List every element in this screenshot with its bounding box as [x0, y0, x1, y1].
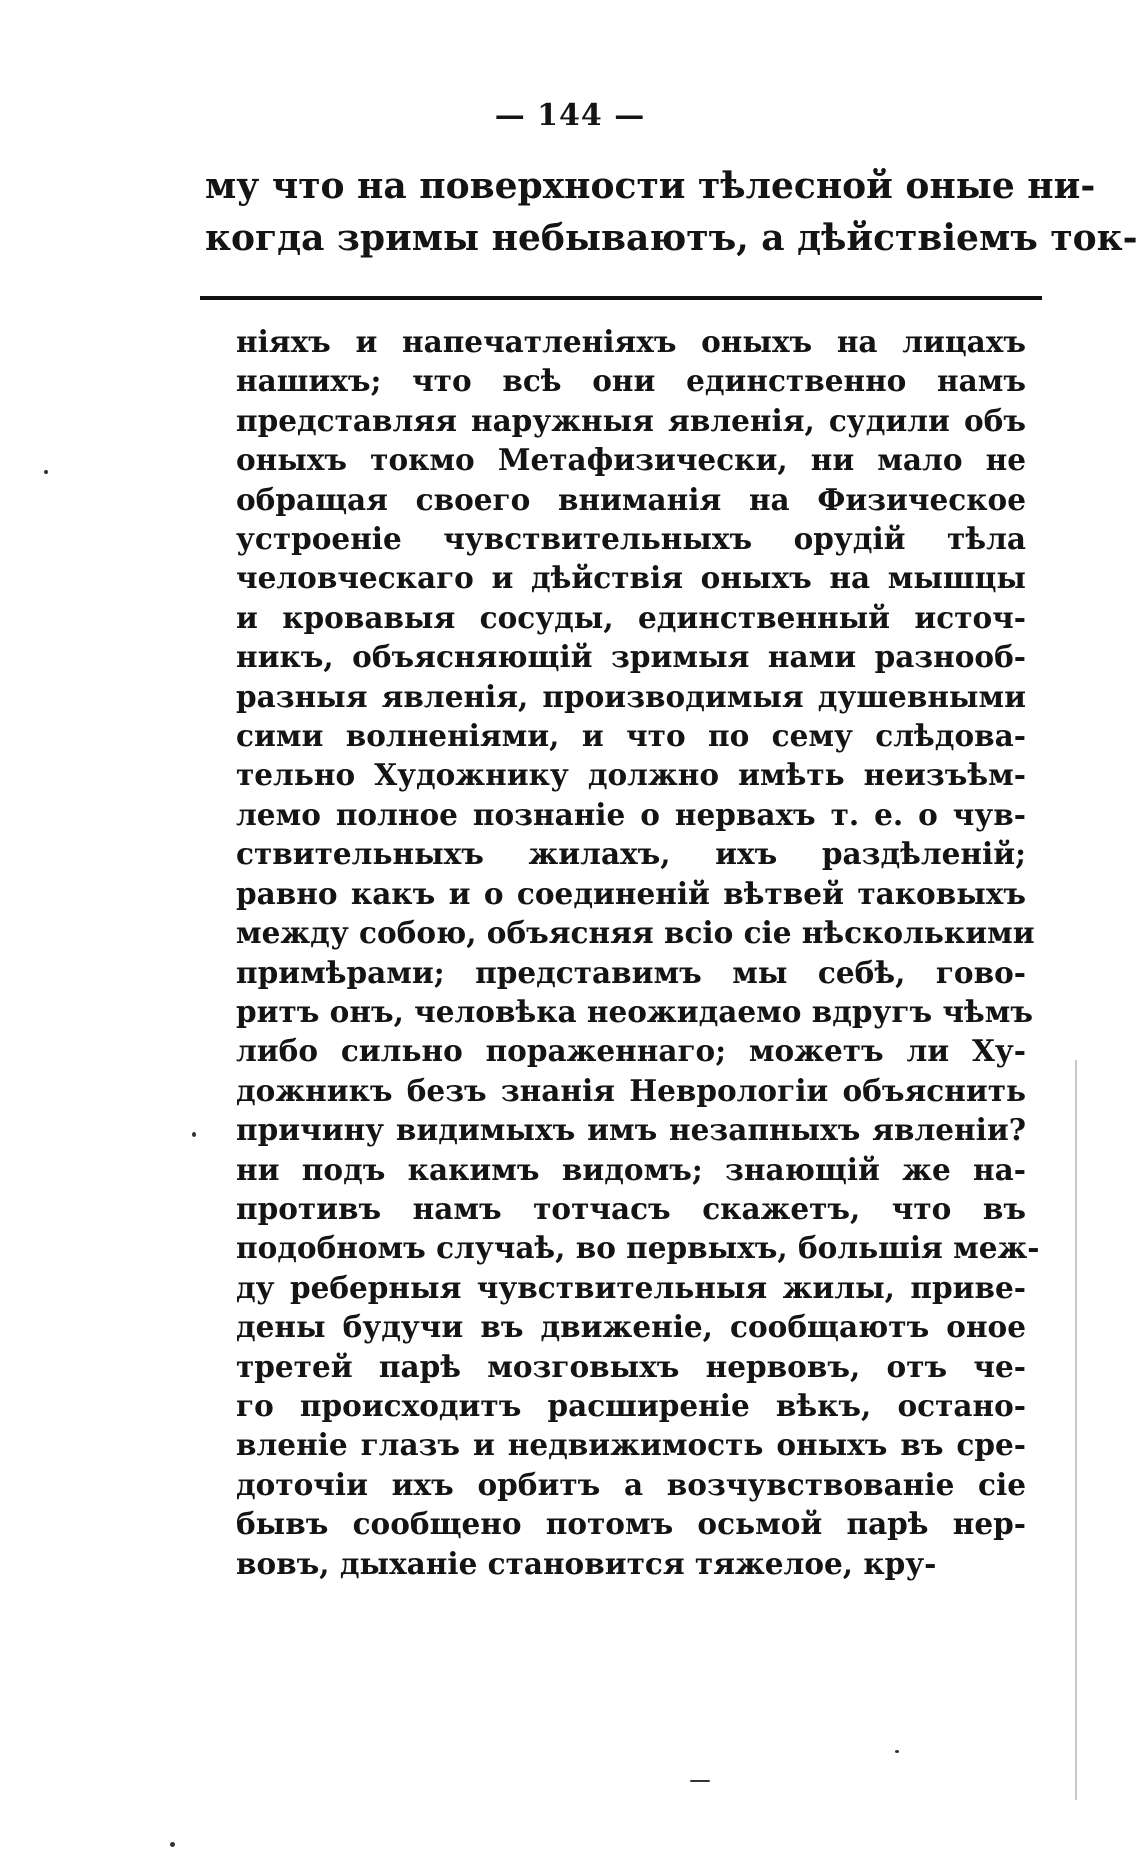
- footnote-line: дожникъ безъ знанія Неврологіи объяснить: [236, 1072, 1026, 1108]
- footnote-line: равно какъ и о соединеній вѣтвей таковыхъ: [236, 875, 1026, 911]
- footnote-line: вленіе глазъ и недвижимость оныхъ въ сре-: [236, 1427, 1026, 1463]
- footnote-line: между собою, объясняя всіо сіе нѣсколькими: [236, 915, 1035, 951]
- scan-edge-line: [1075, 1060, 1077, 1800]
- scan-speck: [44, 470, 48, 474]
- footnote-line: обращая своего вниманія на Физическое: [236, 481, 1026, 517]
- footnote-line: представляя наружныя явленія, судили объ: [236, 402, 1026, 438]
- main-text-line: му что на поверхности тѣлесной оные ни-: [205, 165, 1096, 207]
- main-text-line: когда зримы небываютъ, а дѣйствіемъ ток-: [205, 217, 1138, 259]
- footnote-line: подобномъ случаѣ, во первыхъ, большія меж-: [236, 1230, 1040, 1266]
- main-text-block: [205, 160, 1138, 264]
- footnote-line: ніяхъ и напечатленіяхъ оныхъ на лицахъ: [236, 324, 1026, 359]
- footnote-line: человческаго и дѣйствія оныхъ на мышцы: [236, 560, 1026, 596]
- scan-speck: [690, 1780, 710, 1782]
- footnote-line: третей парѣ мозговыхъ нервовъ, отъ че-: [236, 1348, 1026, 1384]
- footnote-line: тельно Художнику должно имѣть неизъѣм-: [236, 757, 1026, 793]
- page-number: — 144 —: [494, 98, 646, 133]
- footnote-line: противъ намъ тотчасъ скажетъ, что въ: [236, 1190, 1026, 1226]
- footnote-line: разныя явленія, производимыя душевными: [236, 678, 1026, 714]
- footnote-line: ни подъ какимъ видомъ; знающій же на-: [236, 1151, 1026, 1187]
- footnote-line: устроеніе чувствительныхъ орудій тѣла: [236, 521, 1026, 557]
- footnote-line: го происходитъ расширеніе вѣкъ, остано-: [236, 1387, 1026, 1423]
- scan-speck: [192, 1132, 196, 1137]
- footnote-line: ду реберныя чувствительныя жилы, приве-: [236, 1269, 1026, 1305]
- footnote-line: оныхъ токмо Метафизически, ни мало не: [236, 442, 1026, 478]
- footnote-line: и кровавыя сосуды, единственный источ-: [236, 599, 1026, 635]
- footnote-line: бывъ сообщено потомъ осьмой парѣ нер-: [236, 1506, 1026, 1542]
- scan-speck: [895, 1750, 899, 1753]
- footnote-line: нашихъ; что всѣ они единственно намъ: [236, 363, 1026, 399]
- footnote-line: ритъ онъ, человѣка неожидаемо вдругъ чѣмъ: [236, 993, 1033, 1029]
- footnote-line: вовъ, дыханіе становится тяжелое, кру-: [236, 1545, 937, 1581]
- footnote-line: дены будучи въ движеніе, сообщаютъ оное: [236, 1309, 1026, 1345]
- footnote-line: причину видимыхъ имъ незапныхъ явленіи?: [236, 1112, 1026, 1148]
- footnote-line: никъ, объясняющій зримыя нами разнооб-: [236, 639, 1026, 675]
- footnote-line: ствительныхъ жилахъ, ихъ раздѣленій;: [236, 836, 1026, 872]
- footnote-separator-rule: [200, 296, 1042, 300]
- footnote-line: доточіи ихъ орбитъ а возчувствованіе сіе: [236, 1466, 1026, 1502]
- footnote-line: сими волненіями, и что по сему слѣдова-: [236, 718, 1026, 754]
- scan-speck: [170, 1842, 175, 1847]
- footnote-line: либо сильно пораженнаго; можетъ ли Ху-: [236, 1033, 1026, 1069]
- footnote-block: [236, 322, 1040, 1583]
- footnote-line: примѣрами; представимъ мы себѣ, гово-: [236, 954, 1026, 990]
- footnote-line: лемо полное познаніе о нервахъ т. е. о чув-: [236, 796, 1026, 832]
